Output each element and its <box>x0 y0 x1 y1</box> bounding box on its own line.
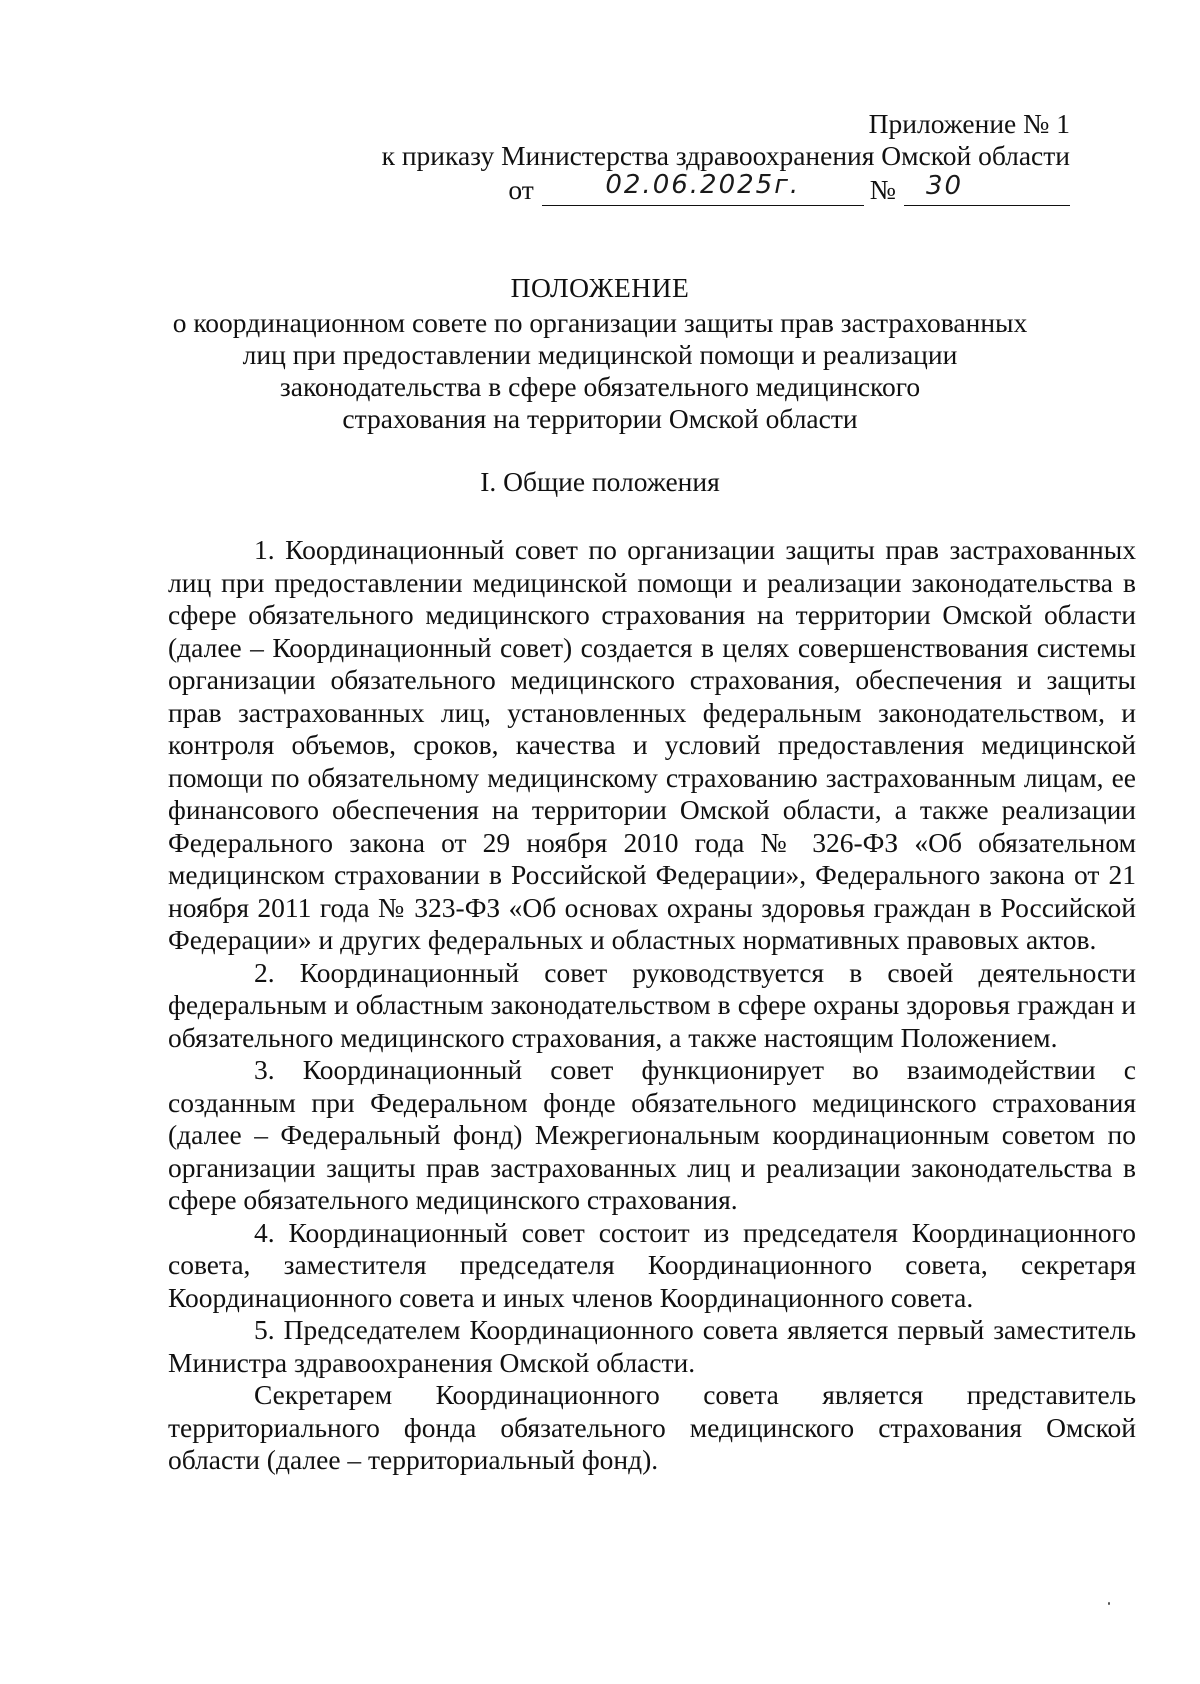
paragraph: 2. Координационный совет руководствуется в своей деятельности федеральным и областным законодательством в сфере охраны здоровья граждан и обязательного медицинского страхования, а также настоящим Положением. <box>168 956 1136 1053</box>
date-number-line <box>310 170 1070 206</box>
title-subtitle-line: законодательства в сфере обязательного медицинского <box>279 371 921 402</box>
annex-label: Приложение № 1 <box>868 108 1070 139</box>
handwritten-date: 02.06.2025г. <box>605 170 801 200</box>
scan-speck <box>1108 1602 1110 1605</box>
body-text <box>168 534 1136 1477</box>
date-label: от <box>508 174 534 205</box>
title-subtitle-line: о координационном совете по организации защиты прав застрахованных <box>172 307 1028 338</box>
title-main: ПОЛОЖЕНИЕ <box>510 272 690 303</box>
title-subtitle-line: страхования на территории Омской области <box>342 403 858 434</box>
date-field <box>542 170 864 206</box>
paragraph: 5. Председателем Координационного совета является первый заместитель Министра здравоохранения Омской области. <box>168 1314 1136 1378</box>
order-reference: к приказу Министерства здравоохранения Омской области <box>381 140 1070 171</box>
paragraph: Секретарем Координационного совета является представитель территориального фонда обязательного медицинского страхования Омской области (далее – территориальный фонд). <box>168 1379 1136 1475</box>
section-heading: I. Общие положения <box>480 466 720 497</box>
number-field <box>904 171 1070 206</box>
paragraph: 4. Координационный совет состоит из председателя Координационного совета, заместителя председателя Координационного совета, секретаря Координационного совета и иных членов Координационного совета. <box>168 1216 1136 1313</box>
annex-header <box>310 108 1070 206</box>
document-title <box>140 272 1060 435</box>
paragraph: 3. Координационный совет функционирует во взаимодействии с созданным при Федеральном фонде обязательного медицинского страхования (далее – Федеральный фонд) Межрегиональным координационным советом по организации защиты прав застрахованных лиц и реализации законодательства в сфере обязательного медицинского страхования. <box>168 1054 1136 1215</box>
number-label: № <box>869 174 896 205</box>
paragraph: 1. Координационный совет по организации защиты прав застрахованных лиц при предоставлении медицинской помощи и реализации законодательства в сфере обязательного медицинского страхования на территории Омской области (далее – Координационный совет) создается в целях совершенствования системы организации обязательного медицинского страхования, обеспечения и защиты прав застрахованных лиц, установленных федеральным законодательством, и контроля объемов, сроков, качества и условий предоставления медицинской помощи по обязательному медицинскому страхованию застрахованным лицам, ее финансового обеспечения на территории Омской области, а также реализации Федерального закона от 29 ноября 2010 года № 326-ФЗ «Об обязательном медицинском страховании в Российской Федерации», Федерального закона от 21 ноября 2011 года № 323-ФЗ «Об основах охраны здоровья граждан в Российской Федерации» и других федеральных и областных нормативных правовых актов. <box>168 534 1136 955</box>
handwritten-number: 30 <box>926 171 964 201</box>
title-subtitle-line: лиц при предоставлении медицинской помощи и реализации <box>242 339 958 370</box>
